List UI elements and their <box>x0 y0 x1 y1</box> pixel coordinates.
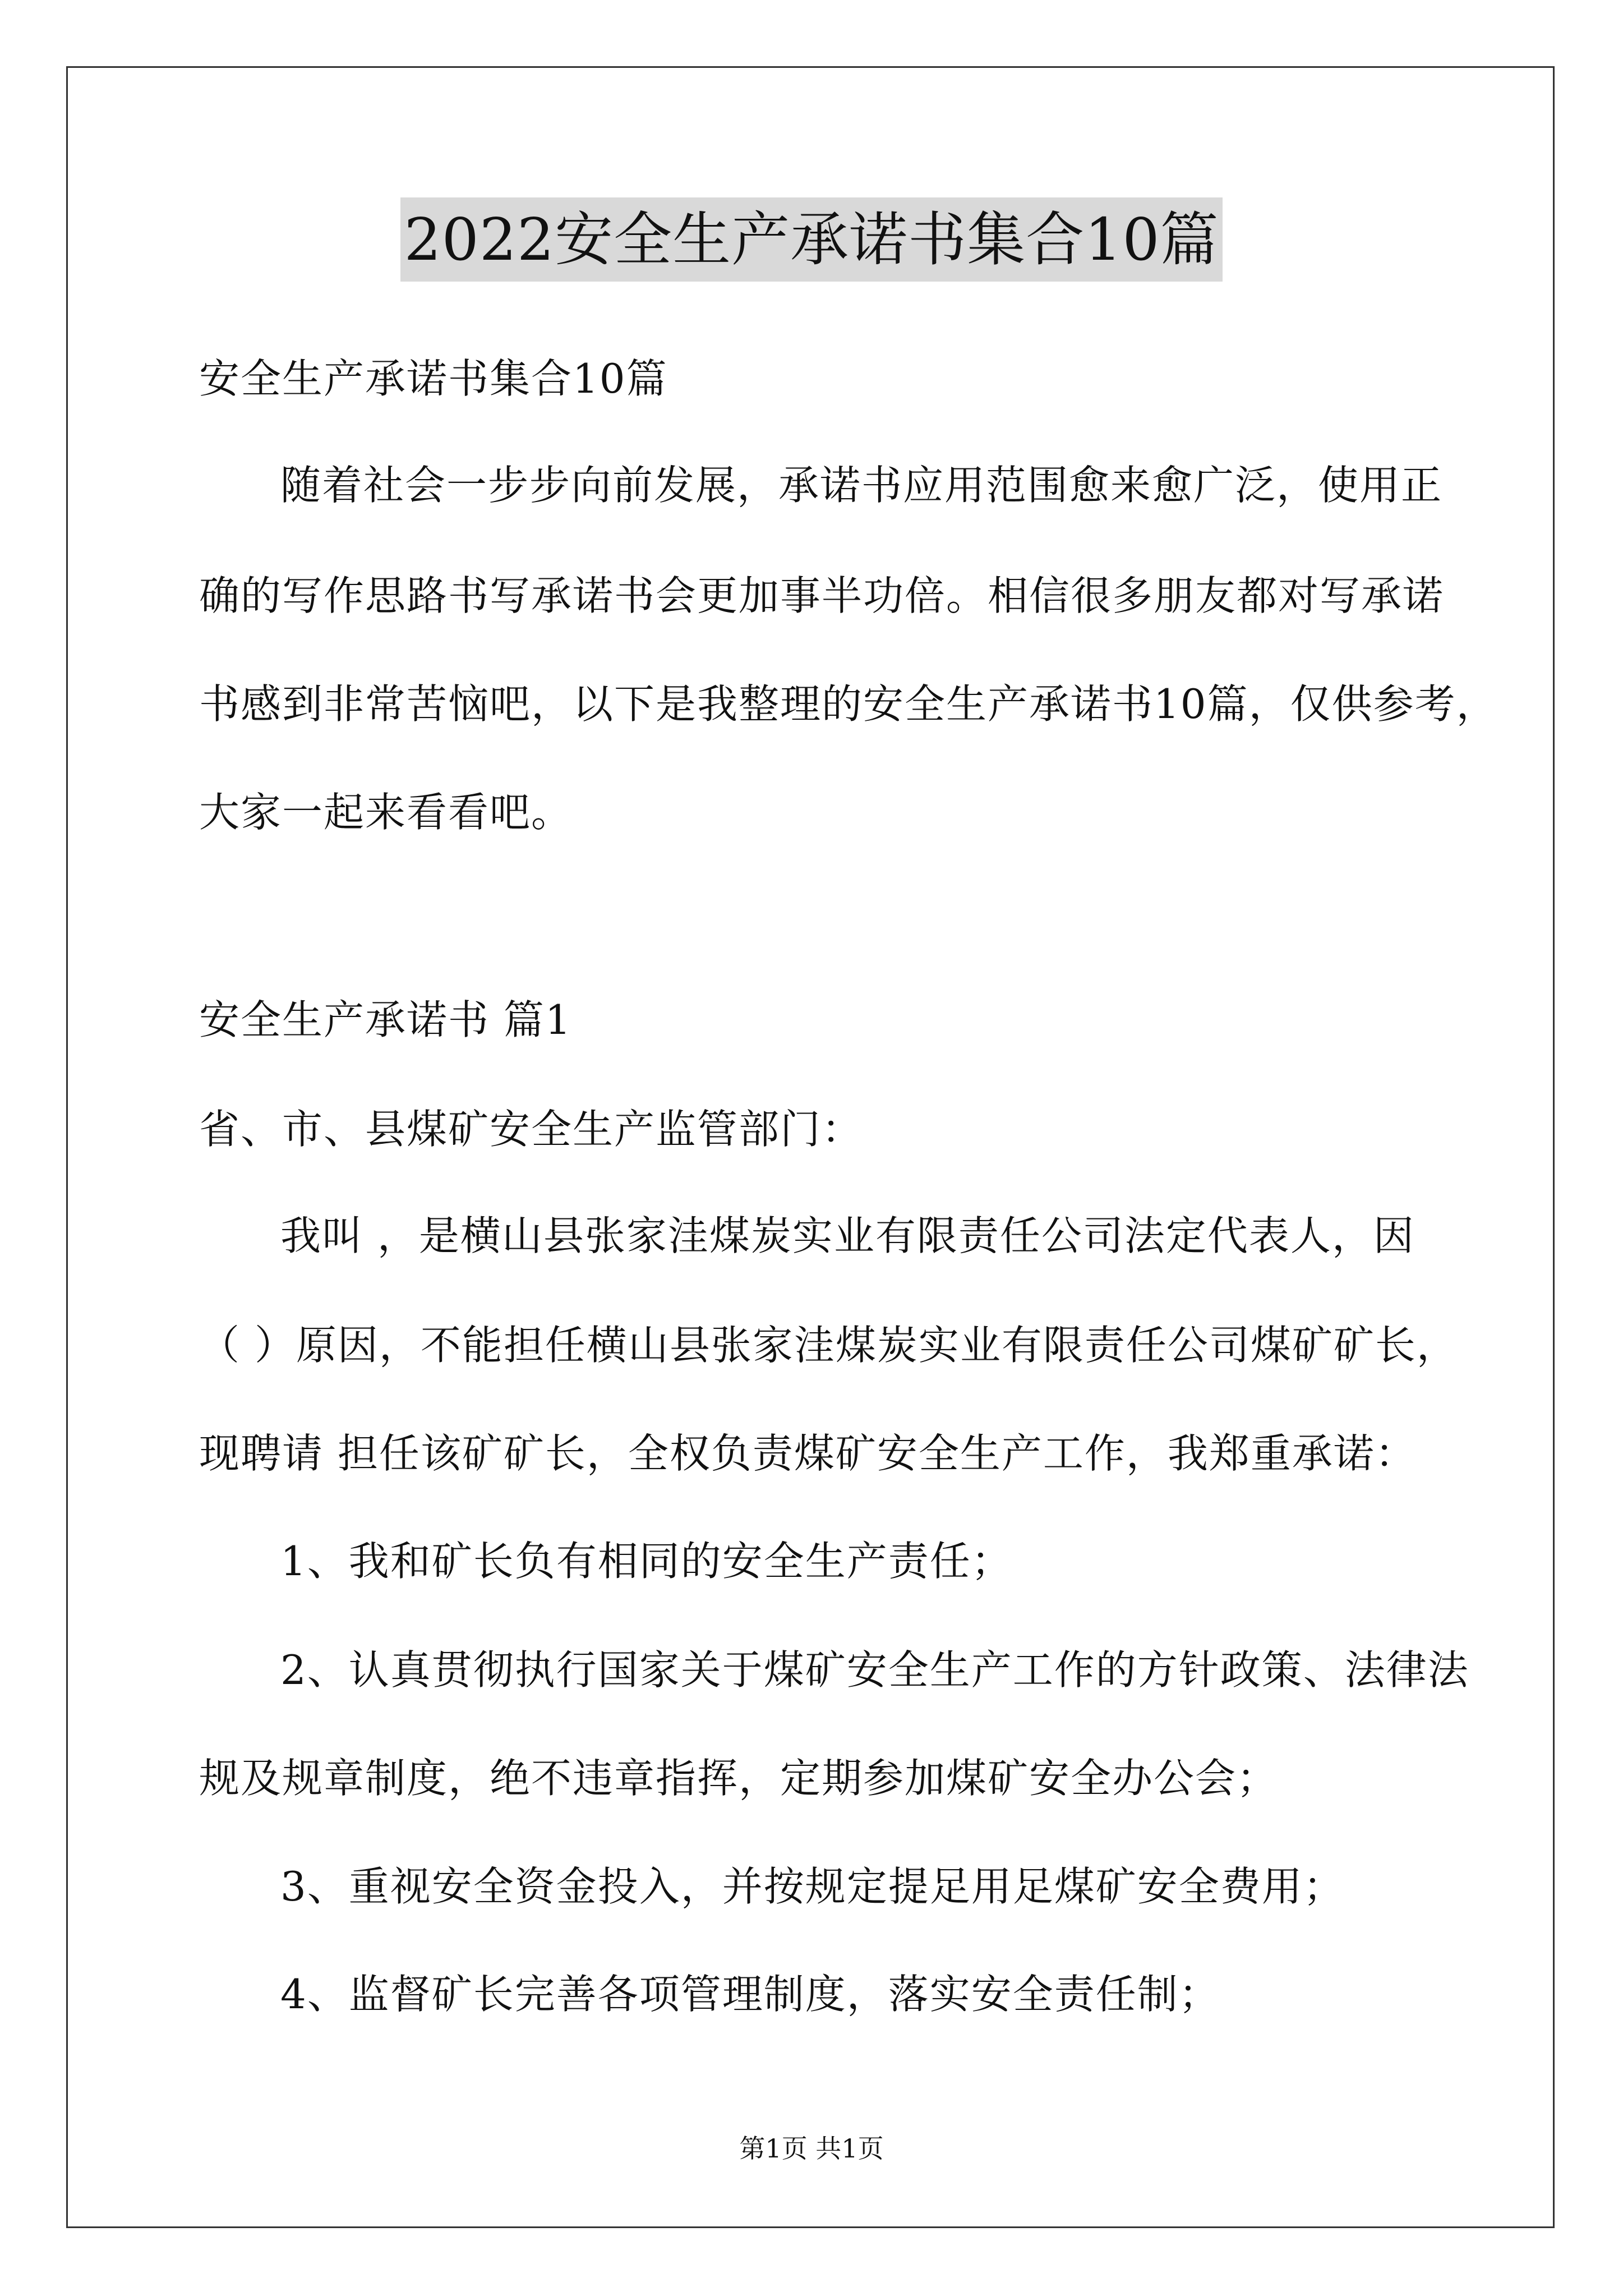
page-number-footer: 第1页 共1页 <box>739 2133 884 2164</box>
intro-line: 确的写作思路书写承诺书会更加事半功倍。相信很多朋友都对写承诺 <box>199 572 1445 619</box>
intro-line: 大家一起来看看吧。 <box>199 789 573 836</box>
commitment-item: 规及规章制度，绝不违章指挥，定期参加煤矿安全办公会； <box>199 1755 1279 1802</box>
body-line: （ ）原因，不能担任横山县张家洼煤炭实业有限责任公司煤矿矿长， <box>199 1322 1458 1369</box>
addressee: 省、市、县煤矿安全生产监管部门： <box>199 1106 864 1153</box>
body-line: 我叫 ，是横山县张家洼煤炭实业有限责任公司法定代表人，因 <box>280 1212 1415 1259</box>
section-heading: 安全生产承诺书 篇1 <box>199 996 572 1043</box>
commitment-item: 2、认真贯彻执行国家关于煤矿安全生产工作的方针政策、法律法 <box>280 1646 1469 1694</box>
document-subtitle: 安全生产承诺书集合10篇 <box>199 355 668 402</box>
commitment-item: 1、我和矿长负有相同的安全生产责任； <box>280 1538 1013 1585</box>
document-title: 2022安全生产承诺书集合10篇 <box>400 197 1222 282</box>
title-container <box>0 197 1623 282</box>
intro-line: 随着社会一步步向前发展，承诺书应用范围愈来愈广泛，使用正 <box>280 462 1443 509</box>
commitment-item: 4、监督矿长完善各项管理制度，落实安全责任制； <box>280 1971 1220 2018</box>
body-line: 现聘请 担任该矿矿长，全权负责煤矿安全生产工作，我郑重承诺： <box>199 1430 1417 1477</box>
commitment-item: 3、重视安全资金投入，并按规定提足用足煤矿安全费用； <box>280 1863 1345 1910</box>
intro-line: 书感到非常苦恼吧，以下是我整理的安全生产承诺书10篇，仅供参考， <box>199 680 1498 728</box>
